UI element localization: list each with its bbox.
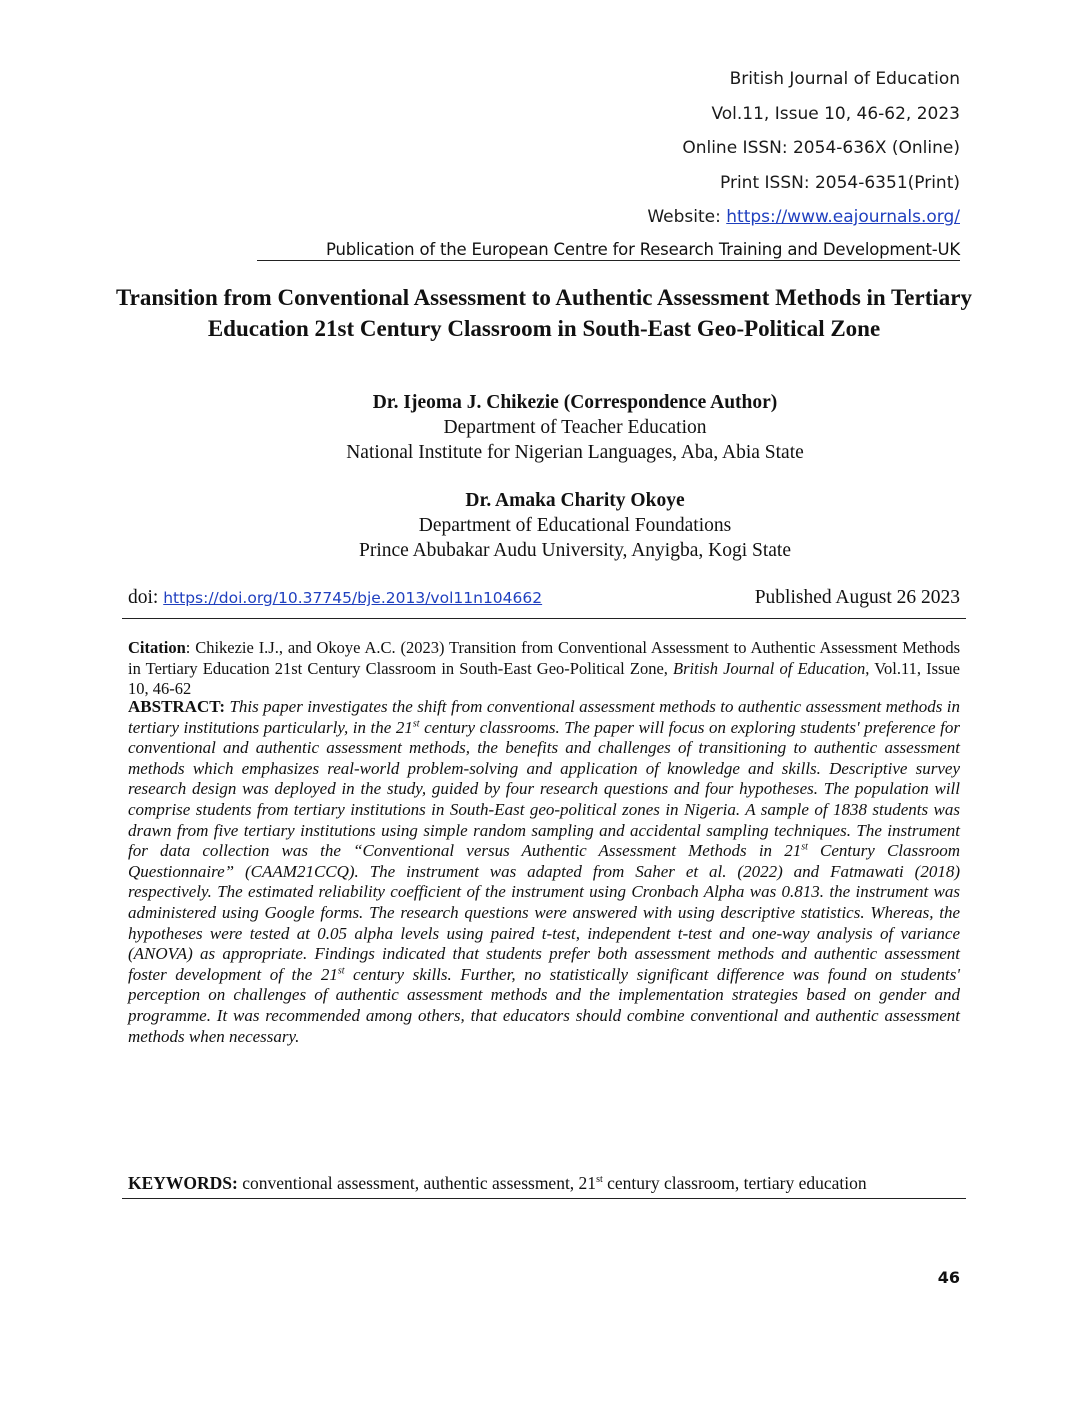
author-name: Dr. Amaka Charity Okoye (465, 490, 685, 511)
abstract (128, 697, 960, 1047)
author-institution: Prince Abubakar Audu University, Anyigba, Kogi State (358, 540, 791, 561)
superscript: st (596, 1174, 603, 1186)
website-link[interactable]: https://www.eajournals.org/ (726, 207, 960, 227)
website-line (647, 200, 960, 235)
author-block-2 (250, 488, 900, 563)
abstract-text (128, 697, 960, 1046)
abstract-label: ABSTRACT: (128, 697, 225, 716)
website-label: Website: (647, 207, 727, 227)
journal-header (647, 62, 960, 235)
author-department: Department of Teacher Education (443, 417, 707, 438)
abstract-part: century skills. Further, no statistically significant difference was found on students' perception on challenges of authentic assessment methods and the implementation strategies based on gender and programme. It was recommended among others, that educators should combine conventional and authentic assessment methods when necessary. (128, 964, 960, 1046)
keywords (128, 1173, 960, 1194)
divider (122, 1198, 966, 1199)
print-issn: Print ISSN: 2054-6351(Print) (720, 172, 960, 193)
citation-text-end: , Vol.11, Issue 10, 46-62 (128, 658, 961, 698)
citation-label: Citation (128, 638, 186, 657)
superscript: st (337, 965, 345, 977)
keywords-text: conventional assessment, authentic assessment, 21 (237, 1173, 597, 1193)
author-block-1 (250, 390, 900, 465)
superscript: st (801, 841, 808, 853)
journal-volume: Vol.11, Issue 10, 46-62, 2023 (711, 103, 960, 124)
divider (122, 618, 966, 619)
citation-text: : Chikezie I.J., and Okoye A.C. (2023) Transition from Conventional Assessment to Authentic Assessment Methods in Tertiary Education 21st Century Classroom in South-East Geo-Political Zone, (128, 638, 960, 678)
keywords-label: KEYWORDS: (128, 1173, 238, 1193)
superscript: st (412, 717, 420, 729)
doi-label: doi: (128, 587, 164, 608)
author-department: Department of Educational Foundations (418, 515, 732, 536)
citation-journal: British Journal of Education (673, 658, 866, 678)
paper-title: Transition from Conventional Assessment to Authentic Assessment Methods in Tertiary Education 21st Century Classroom in South-East Geo-Political Zone (116, 285, 972, 341)
keywords-text-end: century classroom, tertiary education (602, 1173, 867, 1193)
abstract-part: century classrooms. The paper will focus on exploring students' preference for conventional and authentic assessment methods, the benefits and challenges of transitioning to authentic assessment methods which emphasizes real-world problem-solving and application of knowledge and skills. Descriptive survey research design was deployed in the study, guided by four research questions and four hypotheses. The population will comprise students from tertiary institutions in South-East geo-political zones in Nigeria. A sample of 1838 students was drawn from five tertiary institutions using simple random sampling and accidental sampling techniques. The instrument for data collection was the “Conventional versus Authentic Assessment Methods in 21 (128, 717, 960, 861)
author-institution: National Institute for Nigerian Languages, Aba, Abia State (346, 442, 804, 463)
journal-name: British Journal of Education (729, 69, 960, 89)
online-issn: Online ISSN: 2054-636X (Online) (682, 138, 960, 158)
publication-line: Publication of the European Centre for Research Training and Development-UK (257, 240, 960, 261)
page-number: 46 (937, 1268, 960, 1287)
doi-link[interactable]: https://doi.org/10.37745/bje.2013/vol11n104662 (163, 589, 543, 607)
abstract-part: This paper investigates the shift from conventional assessment methods to authentic assessment methods in tertiary institutions particularly, in the 21 (128, 697, 960, 737)
abstract-part: Century Classroom Questionnaire” (CAAM21CCQ). The instrument was adapted from Saher et al. (2022) and Fatmawati (2018) respectively. The estimated reliability coefficient of the instrument using Cronbach Alpha was 0.813. the instrument was administered using Google forms. The research questions were answered with using descriptive statistics. Whereas, the hypotheses were tested at 0.05 alpha levels using paired t-test, independent t-test and one-way analysis of variance (ANOVA) as appropriate. Findings indicated that students prefer both assessment methods and authentic assessment foster development of the 21 (128, 841, 960, 984)
published-date: Published August 26 2023 (754, 587, 960, 608)
citation (128, 638, 960, 700)
author-name: Dr. Ijeoma J. Chikezie (Correspondence Author) (372, 392, 778, 413)
doi-row (128, 587, 960, 609)
